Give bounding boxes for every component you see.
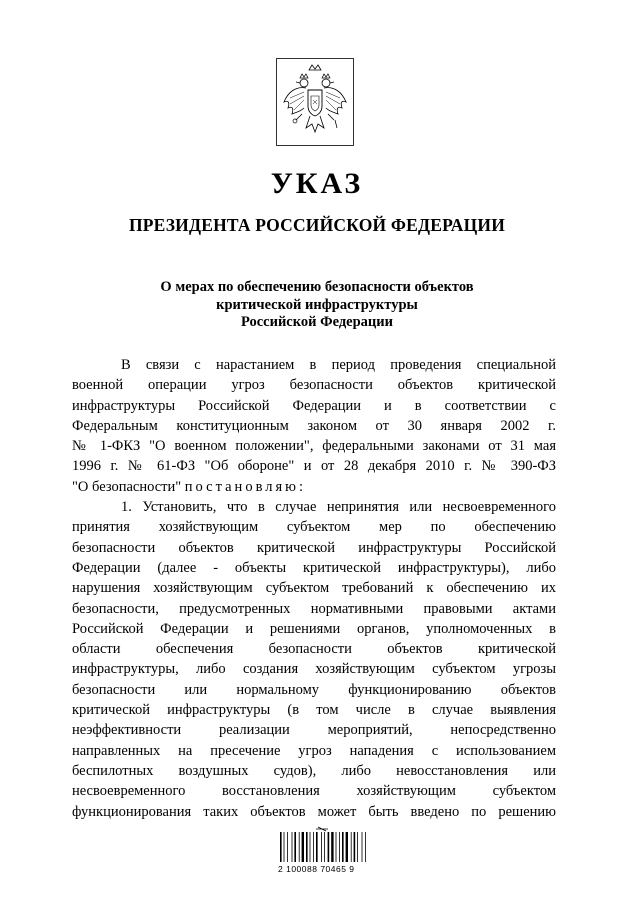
barcode-bar bbox=[294, 832, 296, 862]
subject-line: Российской Федерации bbox=[240, 314, 393, 330]
subject-line: критической инфраструктуры bbox=[216, 296, 418, 313]
body-line: принятия хозяйствующим субъектом мер по обеспечению bbox=[72, 519, 556, 536]
body-line: нарушения хозяйствующим субъектом требований к обеспечению их bbox=[72, 580, 556, 597]
body-line: безопасности, предусмотренных нормативными правовыми актами bbox=[72, 600, 556, 617]
body-line: инфраструктуры Российской Федерации и в соответствии с bbox=[72, 397, 556, 414]
barcode-bar bbox=[336, 832, 337, 862]
body-line: функционирования таких объектов может быть введено по решению bbox=[72, 803, 556, 820]
body-line: 1996 г. № 61-ФЗ "Об обороне" и от 28 декабря 2010 г. № 390-ФЗ bbox=[72, 458, 556, 475]
barcode-bar bbox=[362, 832, 363, 862]
body-line: В связи с нарастанием в период проведения специальной bbox=[121, 357, 556, 373]
body-line: 1. Установить, что в случае непринятия или несвоевременного bbox=[121, 499, 556, 516]
body-line: беспилотных воздушных судов), либо невосстановления или bbox=[72, 762, 556, 779]
barcode-mark bbox=[316, 827, 328, 831]
body-line: Российской Федерации и решениями органов, уполномоченных в bbox=[72, 620, 556, 637]
barcode-bar bbox=[280, 832, 282, 862]
barcode-bar bbox=[302, 832, 304, 862]
barcode-bar bbox=[313, 832, 314, 862]
barcode-bar bbox=[292, 832, 293, 862]
barcode-bar bbox=[287, 832, 288, 862]
decree-body bbox=[72, 355, 556, 822]
barcode-bar bbox=[321, 832, 322, 862]
barcode-bar bbox=[354, 832, 356, 862]
body-line: инфраструктуры, либо создания хозяйствующим субъектом угрозы bbox=[72, 661, 556, 678]
body-line: направленных на пресечение угроз нападения с использованием bbox=[72, 742, 556, 759]
barcode-bar bbox=[328, 832, 330, 862]
body-line: критической инфраструктуры (в том числе в случае выявления bbox=[72, 702, 556, 719]
body-line-resolution bbox=[72, 477, 556, 497]
barcode-bar bbox=[351, 832, 352, 862]
body-line: Федеральным конституционным законом от 30 января 2002 г. bbox=[72, 417, 556, 434]
barcode-bar bbox=[346, 832, 348, 862]
barcode-number: 2 100088 70465 9 bbox=[278, 864, 355, 874]
body-text-fragment: : bbox=[298, 478, 303, 495]
body-line: Федерации (далее - объекты критической инфраструктуры), либо bbox=[72, 559, 556, 576]
issuer-heading: ПРЕЗИДЕНТА РОССИЙСКОЙ ФЕДЕРАЦИИ bbox=[128, 215, 506, 235]
barcode-bar bbox=[284, 832, 285, 862]
body-line: неэффективности реализации мероприятий, непосредственно bbox=[72, 722, 556, 739]
subject-line: О мерах по обеспечению безопасности объектов bbox=[160, 279, 474, 295]
body-line: военной операции угроз безопасности объектов критической bbox=[72, 377, 556, 394]
body-line: несвоевременного восстановления хозяйствующим субъектом bbox=[72, 783, 556, 800]
barcode-bar bbox=[299, 832, 300, 862]
barcode-bar bbox=[331, 832, 333, 862]
body-line: № 1-ФКЗ "О военном положении", федеральными законами от 31 мая bbox=[72, 438, 556, 455]
barcode-bar bbox=[324, 832, 325, 862]
barcode-bar bbox=[316, 832, 318, 862]
state-emblem-icon bbox=[276, 58, 354, 146]
barcode-bar bbox=[357, 832, 358, 862]
barcode-bar bbox=[365, 832, 366, 862]
decree-title: УКАЗ bbox=[270, 167, 364, 200]
body-line: безопасности или нормальному функционированию объектов bbox=[72, 681, 556, 698]
barcode-bar bbox=[339, 832, 340, 862]
barcode-bar bbox=[342, 832, 344, 862]
barcode-bar bbox=[306, 832, 308, 862]
body-text-fragment: "О безопасности" bbox=[72, 478, 182, 495]
resolution-word: постановляю bbox=[184, 478, 299, 495]
decree-subject bbox=[60, 279, 574, 332]
barcode-bar bbox=[310, 832, 311, 862]
body-line: области обеспечения безопасности объектов критической bbox=[72, 641, 556, 658]
body-line: безопасности объектов критической инфраструктуры Российской bbox=[72, 539, 556, 556]
